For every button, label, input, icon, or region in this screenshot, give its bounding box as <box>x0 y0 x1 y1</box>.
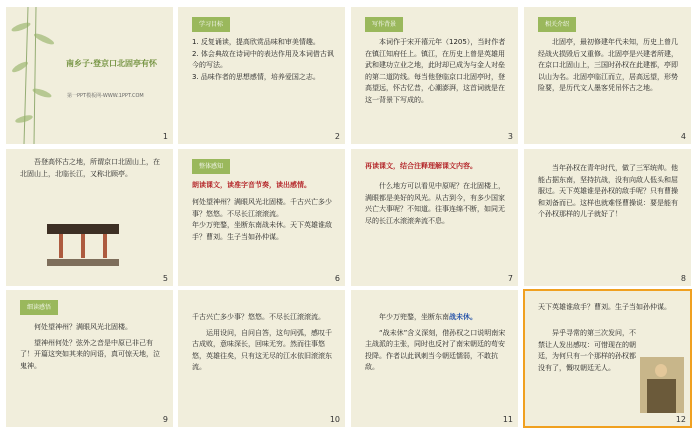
slide-body <box>538 302 681 314</box>
instruction-text: 再读课文，结合注释理解课文内容。 <box>365 162 477 170</box>
slide-thumbnail-5[interactable] <box>6 149 173 286</box>
poem-verse-1: 何处望神州？满眼风光北固楼。千古兴亡多少事？悠悠。不尽长江滚滚流。 <box>192 198 332 218</box>
slide-thumbnail-12[interactable] <box>524 290 691 427</box>
slide-body: 什么地方可以看见中原呢？在北固楼上，满眼都是美好的风光。从古到今，有多少国家兴亡大事呢？不知道。往事连绵不断，如同无尽的长江水滚滚奔流不息。 <box>365 182 505 225</box>
slide-body <box>192 37 335 83</box>
poem-line-prefix: 年少万兜鍪，坐断东南 <box>379 313 449 321</box>
poem-line-highlight: 战未休。 <box>449 313 477 321</box>
slide-body: 当年孙权在青年时代，做了三军统帅。他能占据东南，坚持抗战，没有向敌人低头和屈服过。天下英雄谁是孙权的敌手呢？只有曹操和刘备而已。这样也就难怪曹操说：要是能有个孙权那样的儿子就好了！ <box>538 164 678 218</box>
commentary: 望神州何处？弦外之音是中原已非己有了！开篇这突如其来的问语，真可惊天地，泣鬼神。 <box>20 338 160 370</box>
poem-verse-2: 年少万兜鍪，坐断东南战未休。天下英雄谁敌手？曹刘。生子当如孙仲谋。 <box>192 221 332 241</box>
pavilion-image <box>53 224 113 266</box>
slide-thumbnail-11[interactable] <box>351 290 518 427</box>
objective-2: 2. 体会典故在诗词中的表达作用及本词借古讽今的写法。 <box>192 49 334 69</box>
slide-thumbnail-2[interactable] <box>178 7 345 144</box>
slide-number: 11 <box>502 415 513 424</box>
slide-number: 1 <box>162 132 168 141</box>
portrait-image <box>640 357 684 413</box>
objective-3: 3. 品味作者的思想感情，培养爱国之志。 <box>192 72 320 81</box>
slide-number: 6 <box>334 274 340 283</box>
slide-thumbnail-10[interactable] <box>178 290 345 427</box>
slide-number: 3 <box>507 132 513 141</box>
slide-body: 吾登高怀古之地，所谓京口北固山上，在北固山上，北临长江，又称北顾亭。 <box>20 158 160 178</box>
slide-thumbnail-3[interactable] <box>351 7 518 144</box>
commentary: “战未休”含义深刻，借孙权之口说明南宋主战派的主张，同时也反衬了南宋朝廷的苟安投降。作者以此讽刺当今朝廷懦弱，不敢抗敌。 <box>365 328 506 371</box>
poem-line: 天下英雄谁敌手？曹刘。生子当如孙仲谋。 <box>538 303 671 311</box>
slide-body: 本词作于宋开禧元年（1205），当时作者在镇江知府任上。镇江，在历史上曾是英雄用武和建功立业之地，此时却已成为与金人对垒的第二道防线。每当他登临京口北固亭时，登高望远，怀古忆昔，心潮澎湃，这首词就是在这一背景下写成的。 <box>365 38 506 104</box>
slide-number: 10 <box>329 415 340 424</box>
slide-number: 4 <box>680 132 686 141</box>
commentary: 运用设问，自问自答，这句问弧，感叹千古成败，意味深长，回味无穷。然而往事悠悠，英雄往矣，只有这无尽的江水依旧滚滚东流。 <box>192 328 332 371</box>
bamboo-decoration <box>6 7 173 144</box>
slide-thumbnail-9[interactable] <box>6 290 173 427</box>
section-tag: 写作背景 <box>365 17 403 32</box>
slide-thumbnail-4[interactable] <box>524 7 691 144</box>
section-tag: 学习目标 <box>192 17 230 32</box>
poem-line <box>365 312 508 324</box>
slide-thumbnail-7[interactable] <box>351 149 518 286</box>
slide-body <box>365 312 508 374</box>
slide-thumbnail-6[interactable] <box>178 149 345 286</box>
instruction-text: 朗读课文，读准字音节奏，读出感情。 <box>192 181 311 189</box>
slide-title: 南乡子·登京口北固亭有怀 <box>66 59 158 68</box>
slide-thumbnail-1[interactable] <box>6 7 173 144</box>
slide-number: 12 <box>675 415 686 424</box>
poem-line: 何处望神州？满眼风光北固楼。 <box>34 323 132 331</box>
slide-subtitle: 第一PPT模板网-WWW.1PPT.COM <box>67 93 144 99</box>
slide-number: 9 <box>162 415 168 424</box>
slide-body <box>192 197 335 243</box>
objective-1: 1. 反复诵读，提高欣赏品味和审美情趣。 <box>192 38 320 46</box>
slide-number: 5 <box>162 274 168 283</box>
slide-body <box>20 322 163 372</box>
section-tag: 细读感悟 <box>20 300 58 315</box>
slide-body <box>192 312 335 374</box>
commentary: 异乎寻常的第三次发问，不禁让人发出感叹：可惜现在的朝廷，为何只有一个那样的孙权都没有了，慨叹朝廷无人。 <box>538 329 636 372</box>
slide-number: 7 <box>507 274 513 283</box>
slide-thumbnail-8[interactable] <box>524 149 691 286</box>
slide-number: 2 <box>334 132 340 141</box>
poem-line: 千古兴亡多少事？悠悠。不尽长江滚滚流。 <box>192 313 325 321</box>
slide-body: 北固亭，最初修建年代未知，历史上曾几经战火损毁后又重修。北固亭是兴建者所建，在京口北固山上，三国时孙权在此建都，亭即以山为名。北固亭临江而立，居高远望，形势险要，是历代文人墨客凭吊怀古之地。 <box>538 38 678 92</box>
section-tag: 整体感知 <box>192 159 230 174</box>
section-tag: 相关介绍 <box>538 17 576 32</box>
slide-number: 8 <box>680 274 686 283</box>
